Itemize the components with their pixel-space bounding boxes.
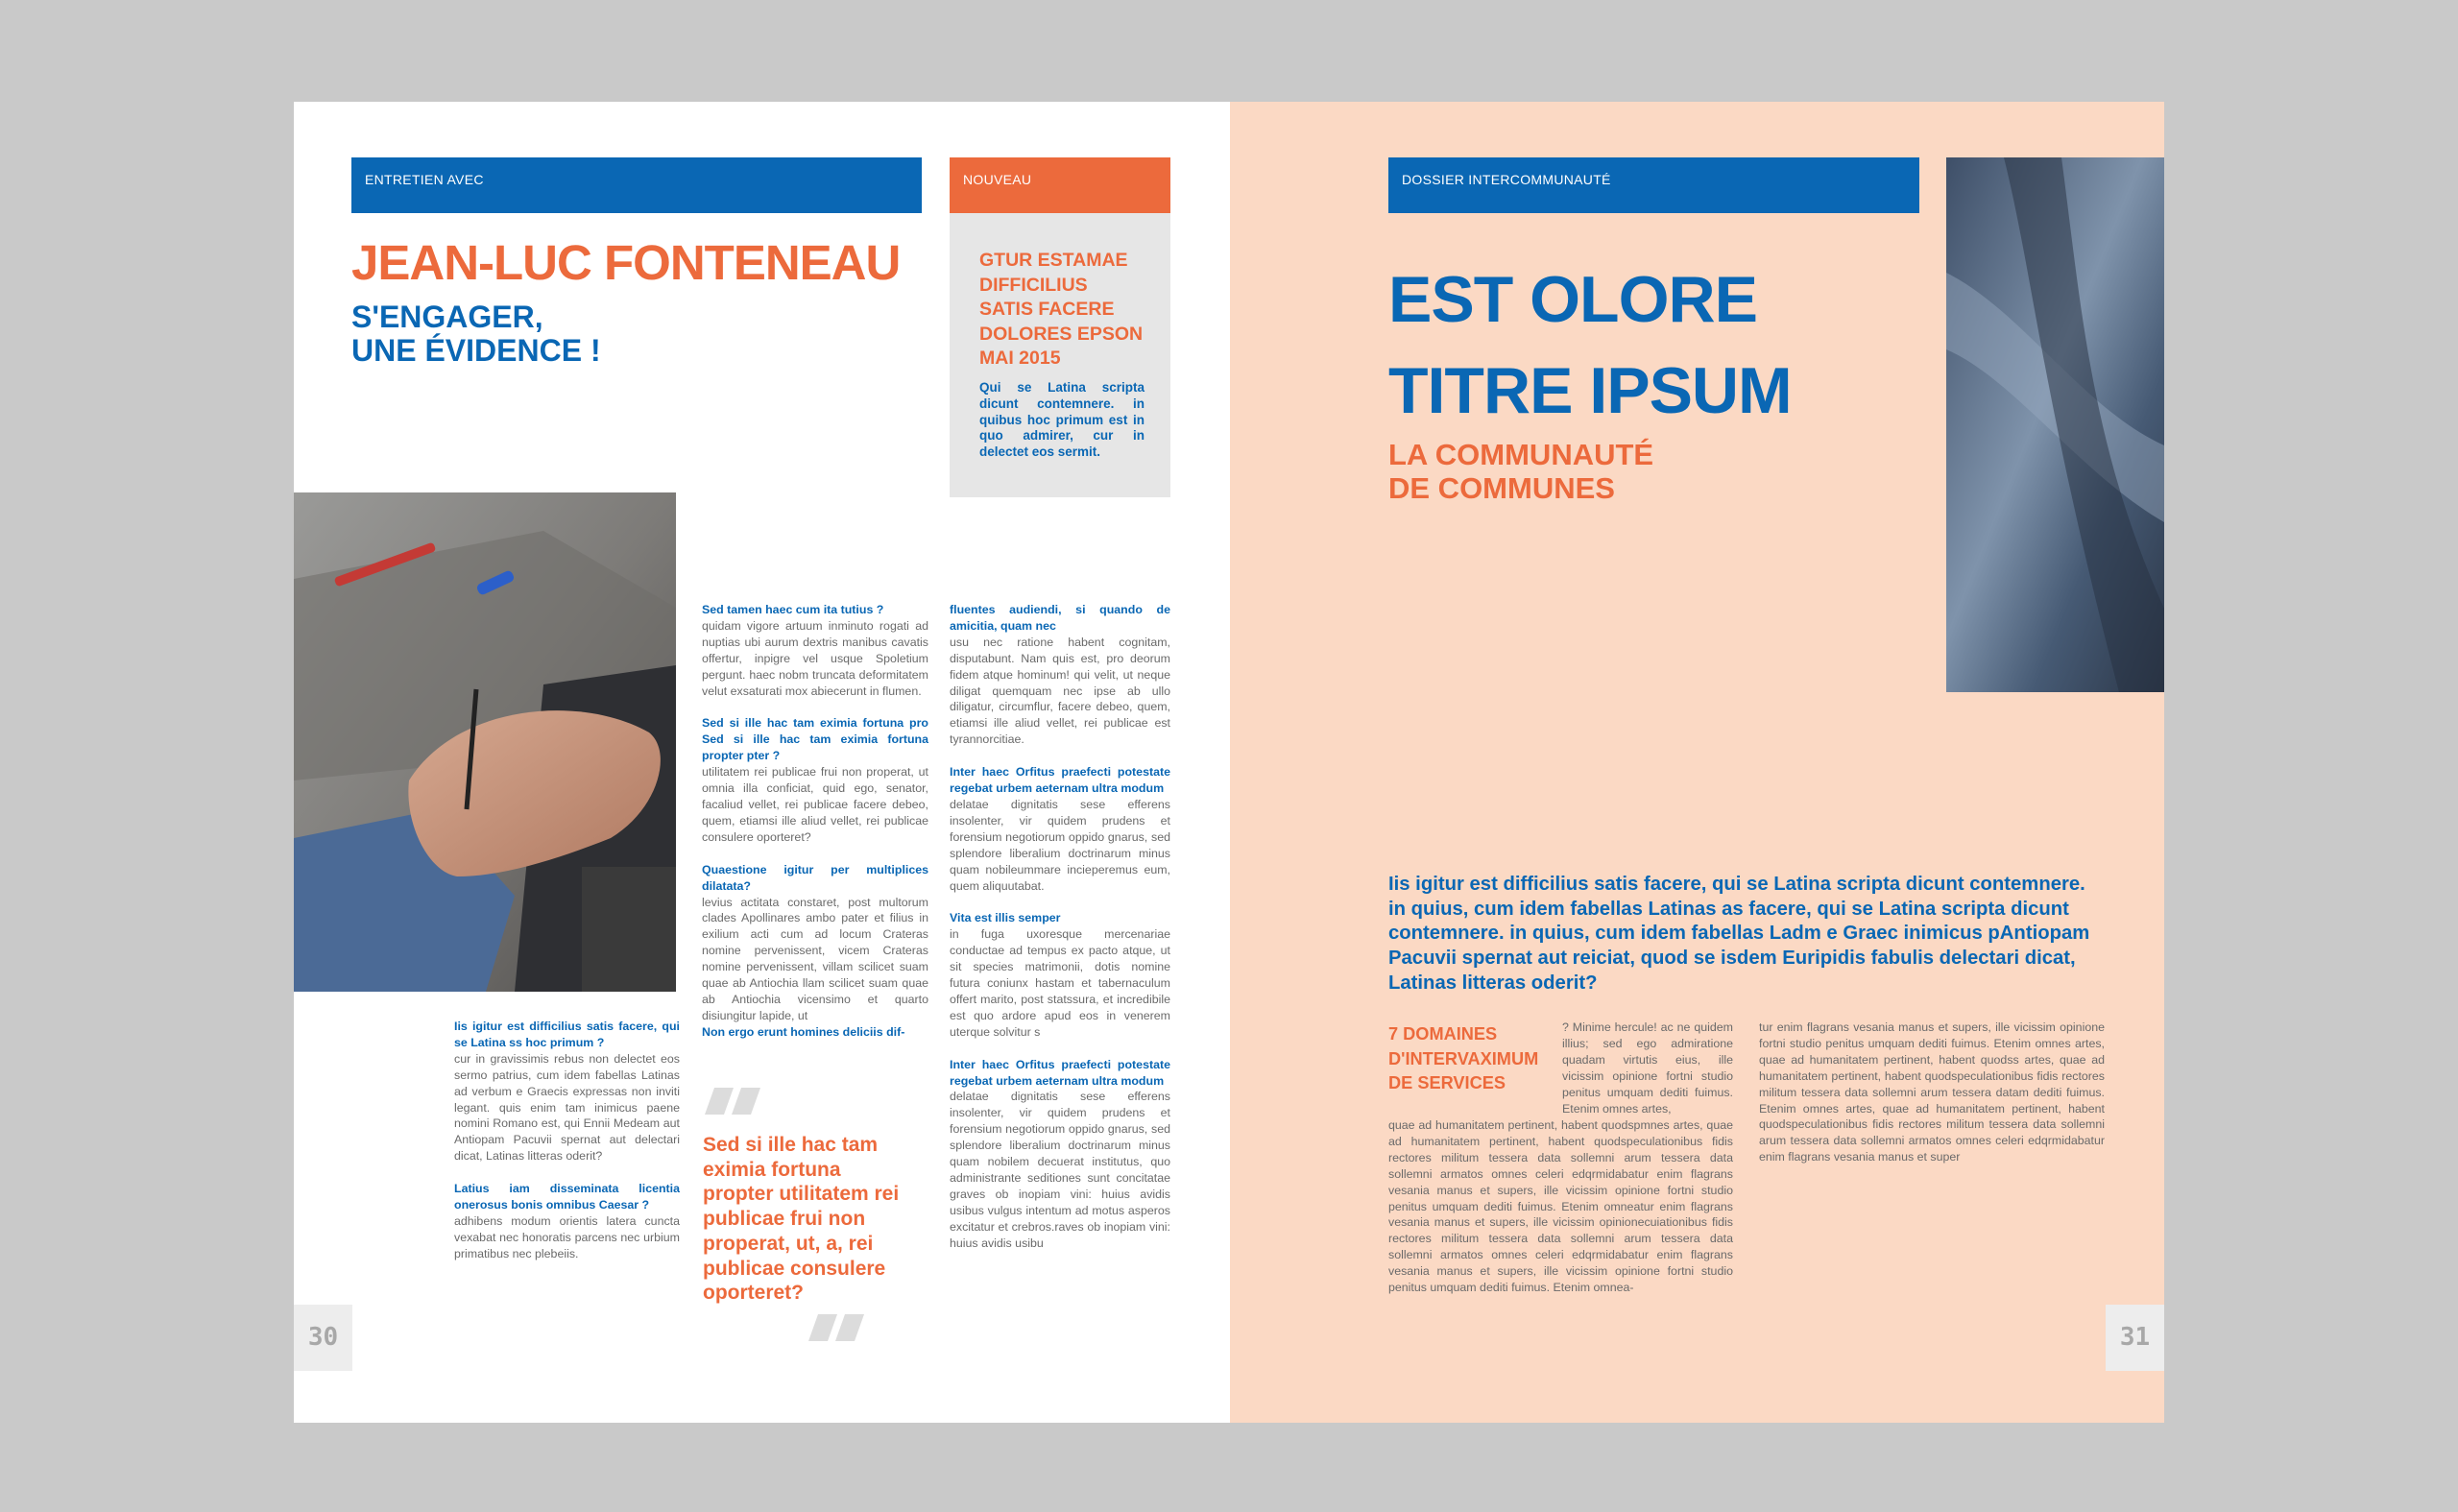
section-label-bar xyxy=(1388,157,1919,213)
section-label: DOSSIER INTERCOMMUNAUTÉ xyxy=(1402,172,1611,187)
article-column-a: quae ad humanitatem pertinent, habent quodspmnes artes, quae ad humanitatem pertinent, habent quodspeculationibus fidis rectores militum tessera data sollemni arum tessera data sollemni armatos omnes celeri edqrmidabatur enim flagrans vesania manus et supers, ille vicissim opinione fortni studio penitus umquam dediti fuimus. Etenim omneatur enim flagrans vesania manus et supers, ille vicissim opinionecuiationibus fidis rectores militum tessera data sollemni arum tessera data sollemni armatos omnes celeri edqrmidabatur enim flagrans vesania manus et supers, ille vicissim opinione fortni studio penitus umquam dediti fuimus. Etenim omnea- xyxy=(1388,1118,1733,1295)
sidebar-text: Qui se Latina scripta dicunt contemnere. in quibus hoc primum est in quo admirer, cur in delectet eos sermit. xyxy=(979,380,1145,460)
section-label: ENTRETIEN AVEC xyxy=(365,172,484,187)
paragraph: Inter haec Orfitus praefecti potestate regebat urbem aeternam ultra modum delatae dignitatis sese efferens insolenter, vir quidem prudens et forensium negotiorum oppido gnarus, sed splendore liberalium doctrinarum minus quam nobileummare incieperemus eum, quem aliquutabat. xyxy=(950,765,1170,893)
domains-heading: 7 DOMAINES D'INTERVAXIMUM DE SERVICES xyxy=(1388,1024,1539,1092)
interviewee-name: JEAN-LUC FONTENEAU xyxy=(351,235,901,290)
article-column-1 xyxy=(454,1019,680,1279)
subtitle-line-2: UNE ÉVIDENCE ! xyxy=(351,333,601,368)
close-quote-mark xyxy=(808,1314,864,1353)
paragraph: Vita est illis semper in fuga uxoresque mercenariae conductae ad tempus ex pacto atque, ut sit species matrimonii, dotis nomine futura coniunx hastam et tabernaculum offert marito, post statssura, et incredibile est quo ardore apud eos in venerem uterque solvitur s xyxy=(950,911,1170,1039)
article-column-b: tur enim flagrans vesania manus et supers, ille vicissim opinione fortni studio penitus umquam dediti fuimus. Etenim omnes artes, quae ad humanitatem pertinent, habent quodss artes, quae ad humanitatem pertinent, habent quodspeculationibus fidis rectores militum tessera data sollemni arum tessera datam dediti fuimus. Etenim omnes artes, quae ad humanitatem pertinent, habent quodspeculationibus fidis rectores militum tessera data sollemni arum tessera data sollemni armatos omnes celeri edqrmidabatur enim flagrans vesania manus et super xyxy=(1759,1020,2105,1164)
paragraph: Iis igitur est difficilius satis facere, qui se Latina ss hoc primum ? cur in gravissimis rebus non delectet eos sermo patrius, cum idem fabellas Latinas ad verbum e Graecis expressas non inviti legant. quis enim tam inimicus paene nomini Romano est, qui Ennii Medeam aut Antiopam Pacuvii spernat aut delectari dicat, Latinas litteras oderit? xyxy=(454,1020,680,1164)
left-page xyxy=(294,102,1230,1423)
sidebar-heading: GTUR ESTAMAE DIFFICILIUS SATIS FACERE DOLORES EPSON MAI 2015 xyxy=(979,250,1144,369)
paragraph: Sed tamen haec cum ita tutius ? quidam vigore artuum inminuto rogati ad nuptias ubi aurum dextris manibus cavatis offertur, inpigre vel usque Spoletium pergunt. haec nobm truncata deformitatem velut exsaturati mox abiecerunt in flumen. xyxy=(702,603,928,698)
paragraph: Inter haec Orfitus praefecti potestate regebat urbem aeternam ultra modum delatae dignitatis sese efferens insolenter, vir quidem prudens et forensium negotiorum oppido gnarus, sed splendore liberalium doctrinarum minus quam nobilem decuerat institutus, quo administrante seditiones sunt concitatae graves ob inopiam vini: huius avidis usibus vulgus intentum ad motus asperos excitatur et crebros.raves ob inopiam vini: huius avidis usibu xyxy=(950,1057,1170,1250)
dossier-subtitle xyxy=(1388,438,1653,505)
title-line-1: EST OLORE xyxy=(1388,263,1757,336)
page-number: 31 xyxy=(2106,1305,2164,1371)
page-number: 30 xyxy=(294,1305,352,1371)
sidebar-label: NOUVEAU xyxy=(963,172,1032,187)
right-page xyxy=(1230,102,2164,1423)
article-column-a-top: ? Minime hercule! ac ne quidem illius; sed ego admiratione quadam virtutis eius, ille vicissim opinione fortni studio penitus umquam dediti fuimus. Etenim omnes artes, xyxy=(1562,1020,1733,1116)
subtitle-line-2: DE COMMUNES xyxy=(1388,471,1615,505)
open-quote-mark xyxy=(705,1088,760,1126)
section-label-bar xyxy=(351,157,922,213)
dossier-title xyxy=(1388,254,1792,437)
paragraph: fluentes audiendi, si quando de amicitia, quam nec usu nec ratione habent cognitam, disputabunt. Nam quis est, pro deorum fidem atque hominum! qui velit, ut neque diligat quemquam nec ipse ab ullo diligatur, circumflur, facere debeo, quem, etiamsi ille aliud vellet, rei publicae est tyrannorcitiae. xyxy=(950,603,1170,747)
article-column-2 xyxy=(702,602,928,1057)
pull-quote: Sed si ille hac tam eximia fortuna propter utilitatem rei publicae frui non properat, ut, a, rei publicae consulere oporteret? xyxy=(703,1134,900,1305)
paragraph: Quaestione igitur per multiplices dilatata? levius actitata constaret, post multorum clades Apollinares ambo pater et filius in exilium acti cum ad locum Crateras nomine pervenissent, vicem Crateras nomine pervenissent, villam scilicet suam quae ab Antiochia llam scilicet suam quae ab Antiochia vicensimo et quarto disiungitur lapide, ut Non ergo erunt homines deliciis dif- xyxy=(702,862,928,1039)
paragraph: Sed si ille hac tam eximia fortuna pro Sed si ille hac tam eximia fortuna propter pter ? utilitatem rei publicae frui non properat, ut omnia illa conficiat, quid ego, senator, facaliud vellet, rei publicae facere debeo, quem, etiamsi ille aliud vellet, rei publicae consulere oporteret? xyxy=(702,716,928,844)
photo-fabric-closeup xyxy=(1946,157,2164,692)
sidebar-box xyxy=(950,213,1170,497)
title-line-2: TITRE IPSUM xyxy=(1388,354,1792,427)
subtitle-line-1: LA COMMUNAUTÉ xyxy=(1388,438,1654,471)
paragraph: Latius iam disseminata licentia onerosus bonis omnibus Caesar ? adhibens modum orientis latera cuncta vexabat nec honoratis parcens nec urbium primatibus nec plebeiis. xyxy=(454,1182,680,1260)
lead-paragraph: Iis igitur est difficilius satis facere, qui se Latina scripta dicunt contemnere. in quius, cum idem fabellas Latinas as facere, qui se Latina scripta dicunt contemnere. in quius, cum idem fabellas Ladm e Graec inimicus pAntiopam Pacuvii spernat aut reiciat, quod se isdem Euripidis fabulis delectari dicat, Latinas litteras oderit? xyxy=(1388,874,2090,994)
interview-subtitle xyxy=(351,300,601,368)
subtitle-line-1: S'ENGAGER, xyxy=(351,300,543,334)
sidebar-label-bar xyxy=(950,157,1170,213)
article-column-3 xyxy=(950,602,1170,1268)
photo-hand-working xyxy=(294,492,676,992)
